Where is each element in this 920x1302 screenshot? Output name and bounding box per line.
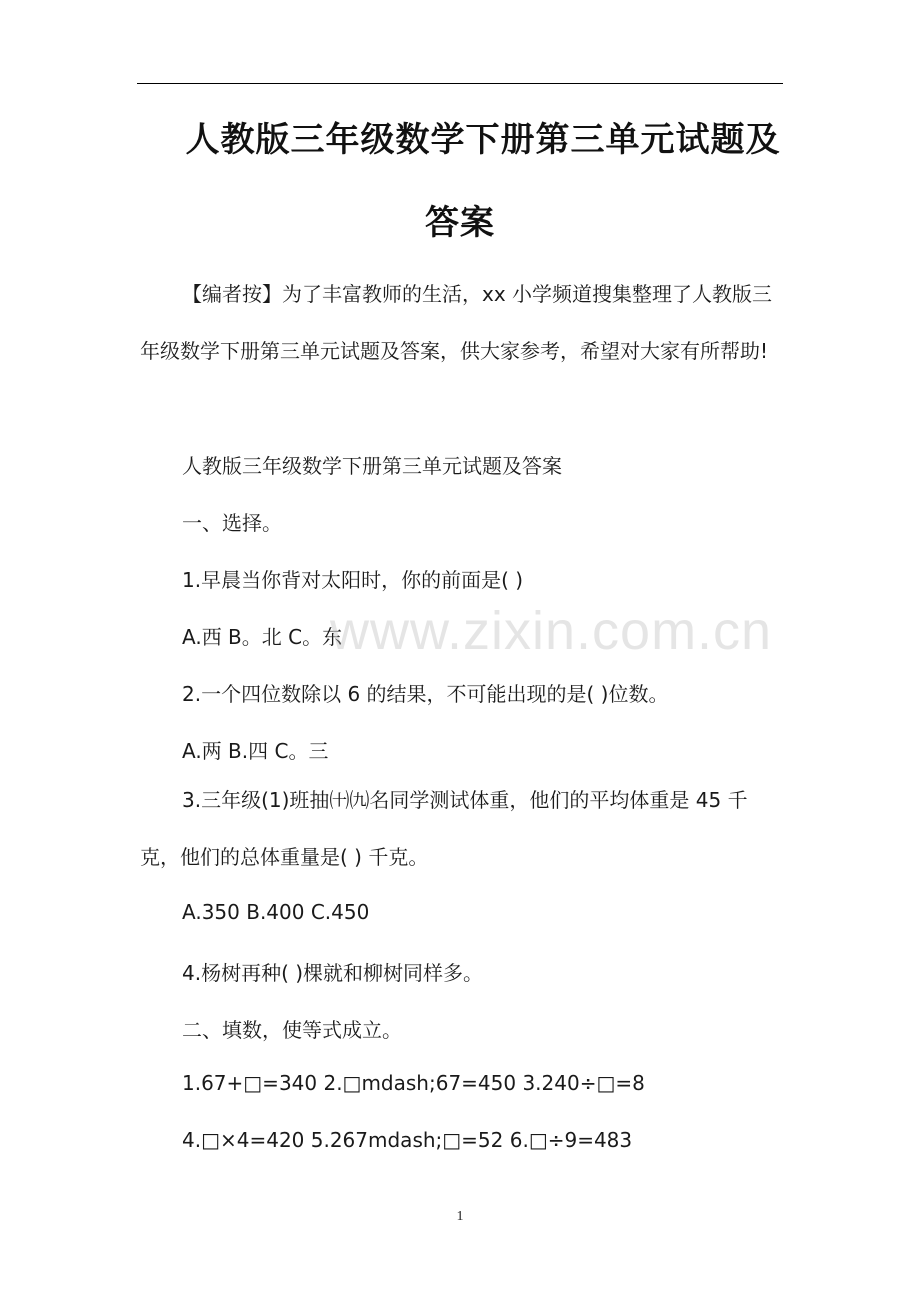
question-3 bbox=[140, 772, 786, 886]
fill-in-line-1: 1.67+□=340 2.□mdash;67=450 3.240÷□=8 bbox=[182, 1071, 645, 1095]
page-number: 1 bbox=[456, 1209, 464, 1224]
question-1-options: A.西 B。北 C。东 bbox=[182, 625, 343, 649]
subtitle: 人教版三年级数学下册第三单元试题及答案 bbox=[182, 454, 562, 478]
question-1: 1.早晨当你背对太阳时，你的前面是( ) bbox=[182, 568, 524, 592]
question-3-text: 3.三年级(1)班抽㈩㈨名同学测试体重，他们的平均体重是 45 千克，他们的总体重量是( ) 千克。 bbox=[140, 788, 748, 869]
header-rule bbox=[137, 83, 783, 84]
intro-paragraph bbox=[140, 266, 786, 380]
section-1-heading: 一、选择。 bbox=[182, 511, 282, 535]
document-title-line-2: 答案 bbox=[425, 203, 495, 243]
question-2: 2.一个四位数除以 6 的结果，不可能出现的是( )位数。 bbox=[182, 682, 669, 706]
intro-text: 【编者按】为了丰富教师的生活，xx 小学频道搜集整理了人教版三年级数学下册第三单元试题及答案，供大家参考，希望对大家有所帮助! bbox=[140, 282, 773, 363]
section-2-heading: 二、填数，使等式成立。 bbox=[182, 1018, 402, 1042]
question-3-options: A.350 B.400 C.450 bbox=[182, 900, 370, 924]
watermark: www.zixin.com.cn bbox=[330, 601, 773, 661]
document-title-line-1: 人教版三年级数学下册第三单元试题及 bbox=[185, 120, 781, 160]
question-4: 4.杨树再种( )棵就和柳树同样多。 bbox=[182, 961, 484, 985]
fill-in-line-2: 4.□×4=420 5.267mdash;□=52 6.□÷9=483 bbox=[182, 1128, 633, 1152]
question-2-options: A.两 B.四 C。三 bbox=[182, 739, 329, 763]
